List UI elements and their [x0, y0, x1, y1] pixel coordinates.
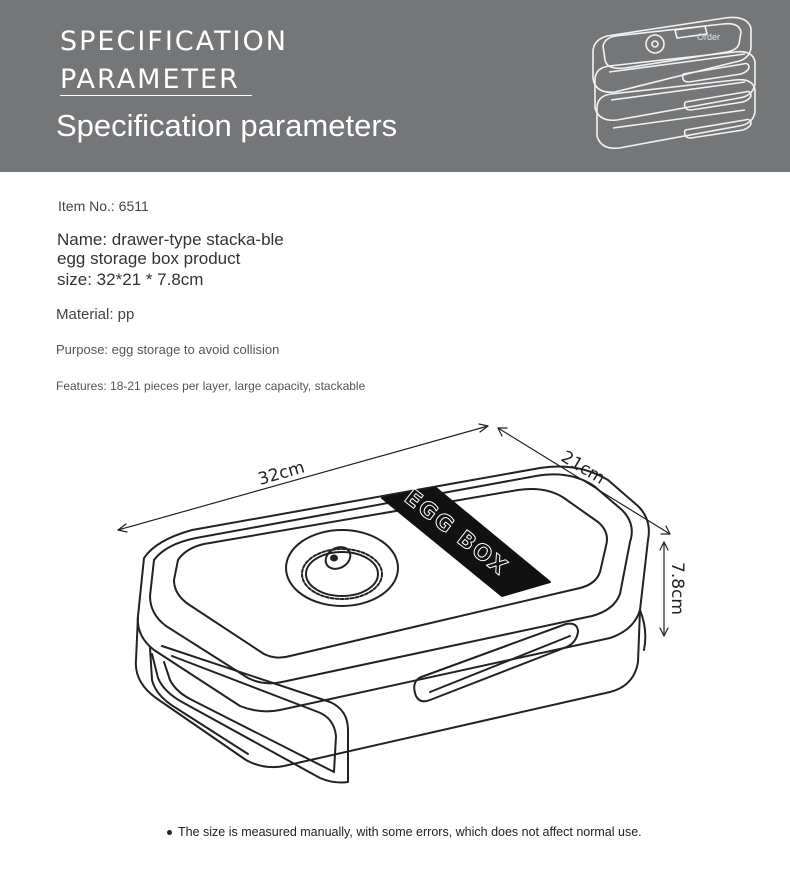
dimension-lines — [118, 424, 670, 636]
width-label: 21cm — [557, 447, 609, 489]
header-title-line1: SPECIFICATION — [60, 26, 288, 57]
product-features: Features: 18-21 pieces per layer, large capacity, stackable — [56, 379, 366, 393]
header-banner — [0, 0, 790, 172]
illustration-label: Order — [697, 32, 721, 42]
header-underline — [60, 95, 252, 96]
measurement-note — [167, 825, 642, 839]
height-label: 7.8cm — [667, 562, 687, 615]
bullet-dot-icon — [167, 830, 172, 835]
measurement-note-text: The size is measured manually, with some errors, which does not affect normal use. — [178, 825, 642, 839]
egg-box-dimension-drawing — [100, 410, 720, 790]
product-material: Material: pp — [56, 306, 135, 323]
product-name: Name: drawer-type stacka-ble egg storage box product — [57, 230, 284, 268]
header-title-line2: PARAMETER — [60, 64, 240, 95]
header-subtitle: Specification parameters — [56, 108, 398, 143]
egg-box-outline — [136, 467, 649, 783]
stacked-boxes-illustration — [585, 10, 765, 170]
item-number: Item No.: 6511 — [58, 198, 149, 214]
product-size: size: 32*21 * 7.8cm — [57, 270, 204, 289]
product-purpose: Purpose: egg storage to avoid collision — [56, 342, 280, 357]
length-label: 32cm — [255, 457, 308, 490]
lid-text: EGG BOX — [399, 485, 513, 582]
